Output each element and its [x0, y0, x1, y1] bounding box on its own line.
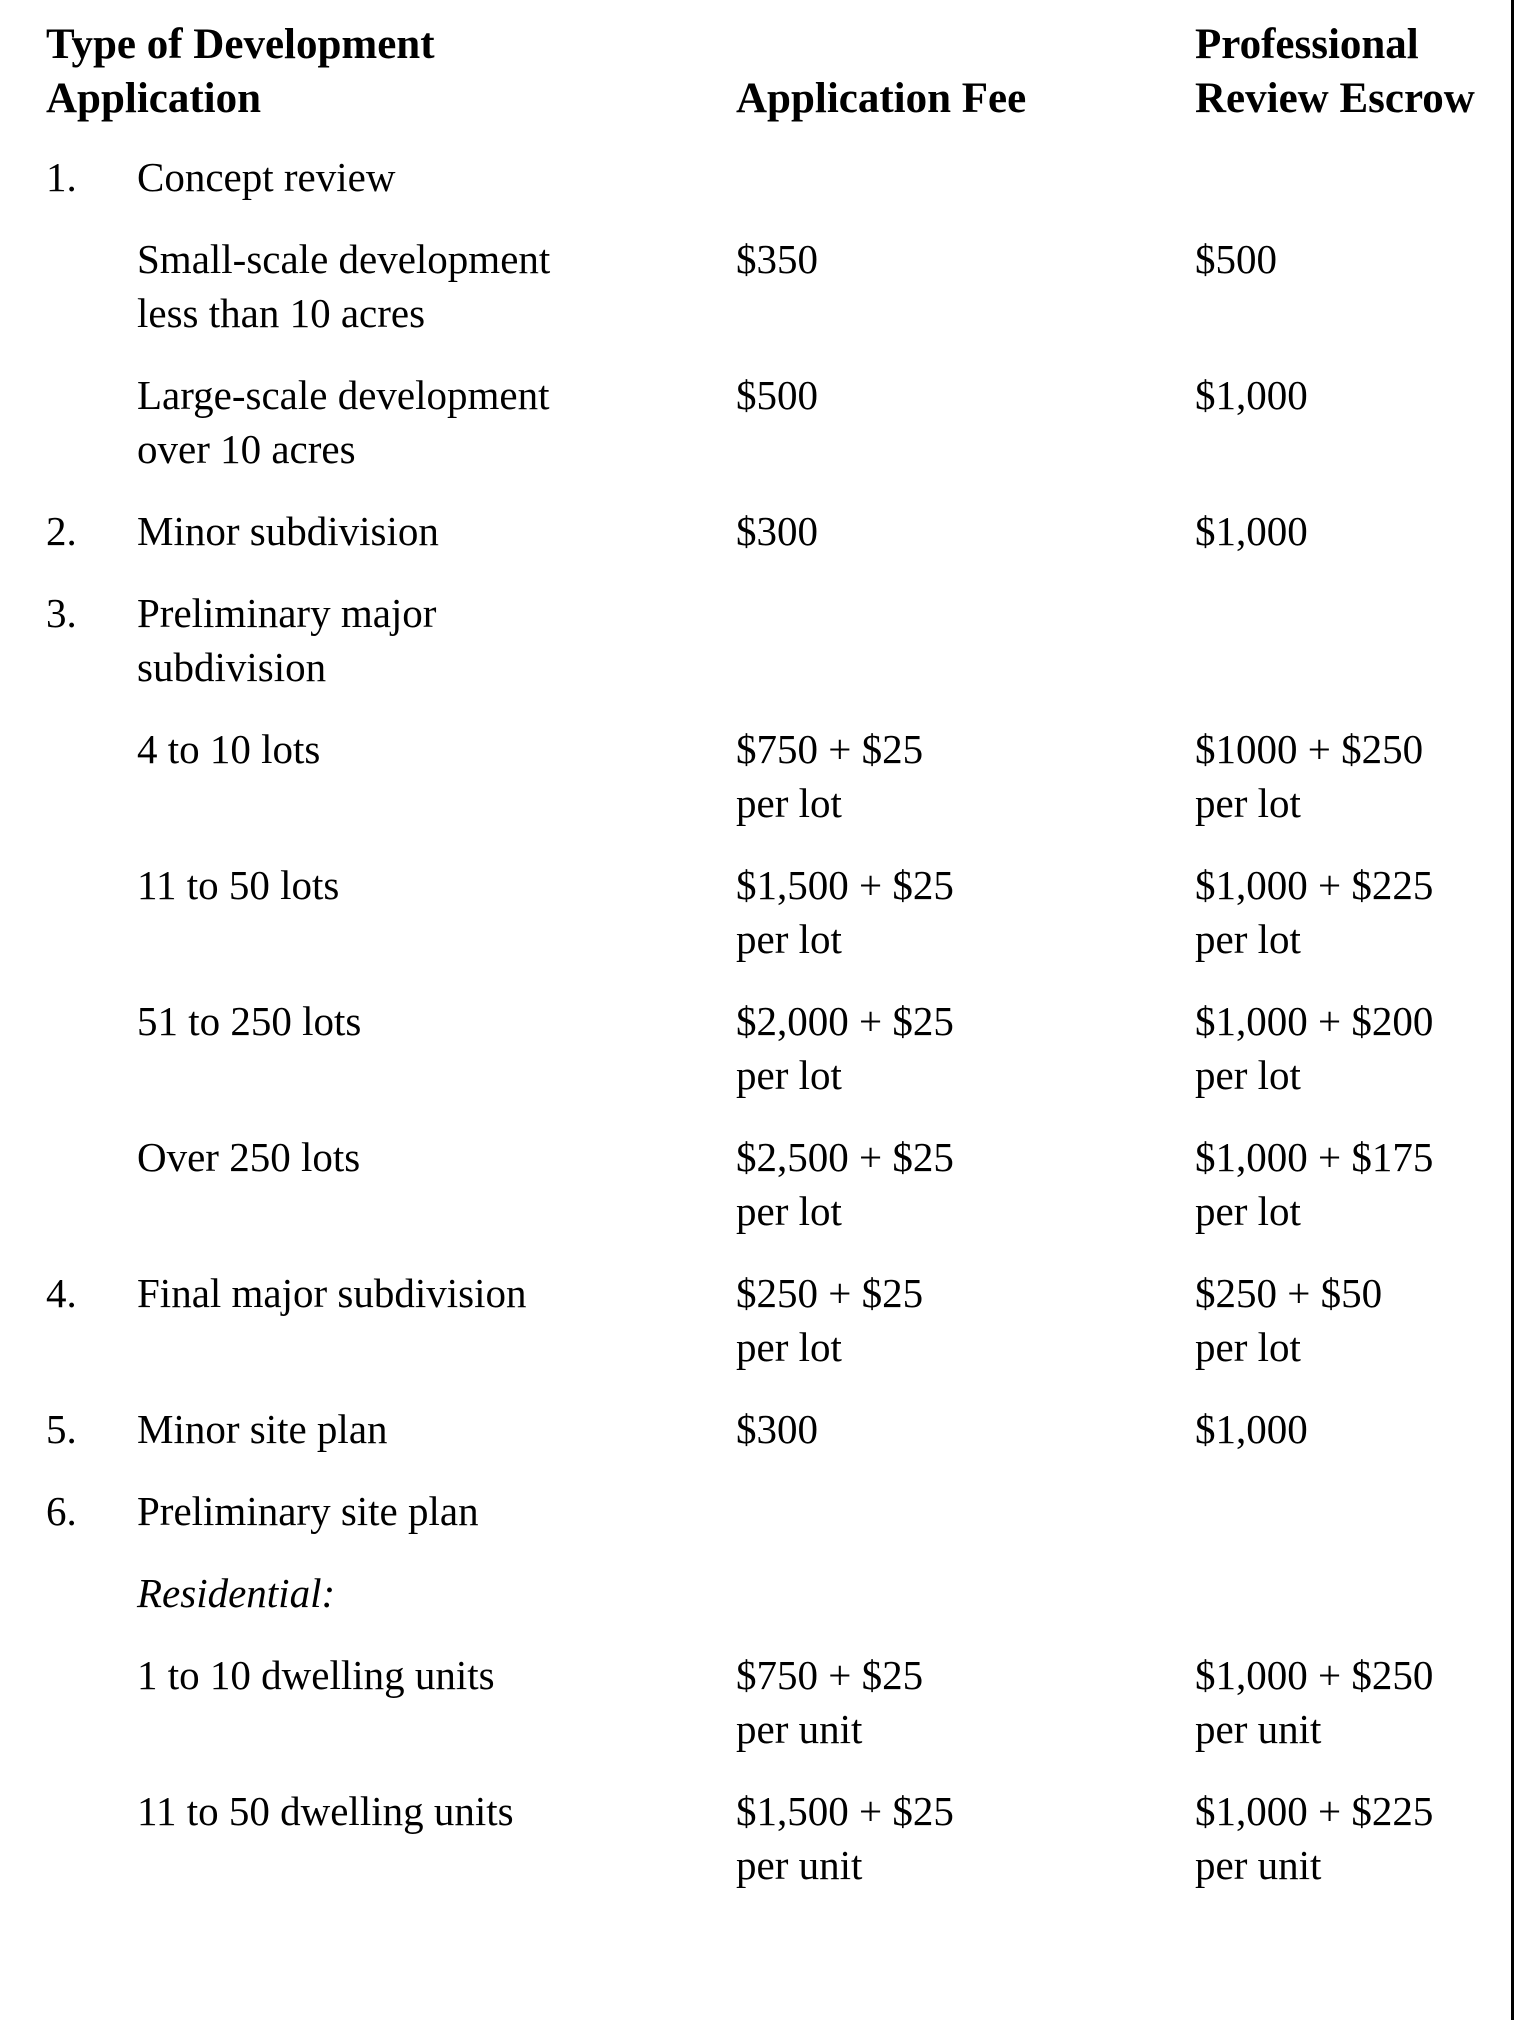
row-review-escrow: $1,000	[1195, 1406, 1308, 1452]
table-row	[0, 1484, 1514, 1538]
table-row	[0, 1566, 1514, 1620]
row-number: 3.	[46, 590, 77, 636]
row-review-escrow: $1,000 + $250 per unit	[1195, 1652, 1434, 1752]
row-description: Residential:	[137, 1570, 336, 1616]
row-description: Over 250 lots	[137, 1134, 361, 1180]
row-application-fee: $300	[736, 1406, 818, 1452]
table-header	[0, 18, 1514, 128]
row-description: 11 to 50 lots	[137, 862, 340, 908]
fee-table-body	[0, 150, 1514, 1920]
header-type-of-development: Type of Development Application	[46, 21, 435, 122]
row-application-fee: $350	[736, 236, 818, 282]
row-number: 6.	[46, 1488, 77, 1534]
row-description: Final major subdivision	[137, 1270, 527, 1316]
table-row	[0, 1130, 1514, 1238]
row-review-escrow: $1,000	[1195, 508, 1308, 554]
row-description: Large-scale development over 10 acres	[137, 372, 550, 472]
row-description: 51 to 250 lots	[137, 998, 362, 1044]
table-row	[0, 1402, 1514, 1456]
table-row	[0, 722, 1514, 830]
table-row	[0, 994, 1514, 1102]
table-row	[0, 1266, 1514, 1374]
table-row	[0, 150, 1514, 204]
row-review-escrow: $1,000	[1195, 372, 1308, 418]
row-application-fee: $1,500 + $25 per unit	[736, 1788, 954, 1888]
row-review-escrow: $1,000 + $175 per lot	[1195, 1134, 1434, 1234]
table-row	[0, 232, 1514, 340]
row-description: Minor subdivision	[137, 508, 439, 554]
row-review-escrow: $1000 + $250 per lot	[1195, 726, 1424, 826]
row-application-fee: $300	[736, 508, 818, 554]
row-application-fee: $2,000 + $25 per lot	[736, 998, 954, 1098]
row-number: 4.	[46, 1270, 77, 1316]
table-row	[0, 504, 1514, 558]
row-application-fee: $1,500 + $25 per lot	[736, 862, 954, 962]
row-application-fee: $750 + $25 per lot	[736, 726, 924, 826]
row-number: 5.	[46, 1406, 77, 1452]
row-description: 11 to 50 dwelling units	[137, 1788, 514, 1834]
table-row	[0, 368, 1514, 476]
table-row	[0, 586, 1514, 694]
row-description: Preliminary site plan	[137, 1488, 479, 1534]
row-application-fee: $500	[736, 372, 818, 418]
row-application-fee: $750 + $25 per unit	[736, 1652, 924, 1752]
row-application-fee: $250 + $25 per lot	[736, 1270, 924, 1370]
header-application-fee: Application Fee	[736, 75, 1027, 122]
header-professional-review-escrow: Professional Review Escrow	[1195, 21, 1475, 122]
row-description: Minor site plan	[137, 1406, 388, 1452]
row-number: 2.	[46, 508, 77, 554]
row-description: Concept review	[137, 154, 396, 200]
row-review-escrow: $250 + $50 per lot	[1195, 1270, 1383, 1370]
row-application-fee: $2,500 + $25 per lot	[736, 1134, 954, 1234]
row-description: Small-scale development less than 10 acres	[137, 236, 551, 336]
row-review-escrow: $1,000 + $200 per lot	[1195, 998, 1434, 1098]
table-row	[0, 1648, 1514, 1756]
table-row	[0, 858, 1514, 966]
row-review-escrow: $1,000 + $225 per lot	[1195, 862, 1434, 962]
row-description: 1 to 10 dwelling units	[137, 1652, 495, 1698]
row-review-escrow: $1,000 + $225 per unit	[1195, 1788, 1434, 1888]
table-row	[0, 1784, 1514, 1892]
row-description: Preliminary major subdivision	[137, 590, 437, 690]
row-number: 1.	[46, 154, 77, 200]
row-review-escrow: $500	[1195, 236, 1277, 282]
row-description: 4 to 10 lots	[137, 726, 321, 772]
